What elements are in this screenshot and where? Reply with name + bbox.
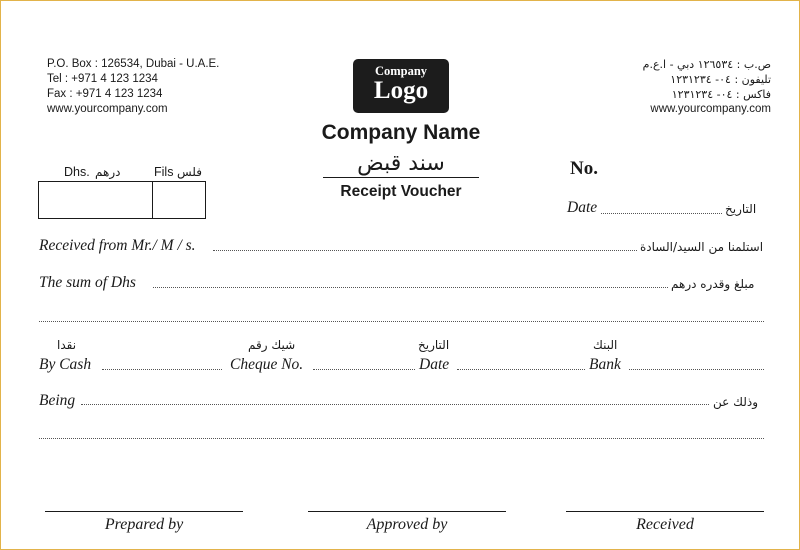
fax: Fax : +971 4 123 1234 (47, 88, 163, 100)
received-from-arabic-label: استلمنا من السيد/السادة (640, 240, 764, 254)
by-cash-field[interactable] (102, 369, 222, 370)
payment-date-label: Date (419, 356, 450, 373)
fils-label: Fils (154, 165, 174, 179)
voucher-number-label: No. (570, 158, 598, 179)
being-label: Being (39, 392, 76, 409)
received-signature-line[interactable] (566, 511, 764, 512)
date-arabic-label: التاريخ (725, 202, 757, 216)
payment-date-field[interactable] (457, 369, 585, 370)
payment-date-arabic-label: التاريخ (418, 338, 450, 352)
received-from-label: Received from Mr./ M / s. (39, 237, 196, 254)
amount-input-box[interactable] (38, 181, 206, 219)
telephone-arabic: تليفون : ٠٤- ١٢٣١٢٣٤ (670, 73, 771, 86)
date-field[interactable] (601, 213, 722, 214)
sum-of-field-continued[interactable] (39, 321, 764, 322)
cheque-number-field[interactable] (313, 369, 415, 370)
being-arabic-label: وذلك عن (713, 395, 759, 409)
bank-field[interactable] (629, 369, 764, 370)
dhs-arabic-label: درهم (95, 165, 121, 179)
sum-of-field[interactable] (153, 287, 668, 288)
cheque-number-label: Cheque No. (230, 356, 304, 373)
prepared-by-signature-line[interactable] (45, 511, 243, 512)
bank-arabic-label: البنك (593, 338, 618, 352)
sum-of-arabic-label: مبلغ وقدره درهم (671, 277, 755, 291)
po-box-arabic: ص.ب : ١٢٦٥٣٤ دبي - ا.ع.م (642, 58, 771, 71)
fils-arabic-label: فلس (177, 165, 203, 179)
date-label: Date (567, 199, 598, 216)
fax-arabic: فاكس : ٠٤- ١٢٣١٢٣٤ (671, 88, 771, 101)
contact-info-english (47, 57, 219, 117)
cheque-arabic-label: شيك رقم (248, 338, 296, 352)
po-box: P.O. Box : 126534, Dubai - U.A.E. (47, 58, 220, 70)
being-field-continued[interactable] (39, 438, 764, 439)
prepared-by-label: Prepared by (104, 516, 184, 533)
received-label: Received (636, 516, 694, 533)
title-english: Receipt Voucher (340, 183, 462, 200)
website-right: www.yourcompany.com (650, 103, 771, 115)
approved-by-signature-line[interactable] (308, 511, 506, 512)
amount-box-divider (152, 181, 153, 219)
website: www.yourcompany.com (47, 103, 168, 115)
by-cash-label: By Cash (39, 356, 92, 373)
logo-line-2: Logo (373, 77, 429, 104)
bank-label: Bank (589, 356, 621, 373)
telephone: Tel : +971 4 123 1234 (47, 73, 158, 85)
being-field[interactable] (81, 404, 709, 405)
title-arabic-underline (323, 177, 479, 178)
contact-info-arabic (643, 57, 771, 117)
received-from-field[interactable] (213, 250, 637, 251)
logo-line-1: Company (374, 64, 428, 78)
sum-of-label: The sum of Dhs (39, 274, 136, 291)
dhs-label: Dhs. (64, 165, 90, 179)
title-arabic: سند قبض (357, 151, 445, 176)
approved-by-label: Approved by (366, 516, 448, 533)
company-name: Company Name (321, 121, 481, 144)
company-logo (353, 59, 449, 113)
cash-arabic-label: نقدا (57, 338, 77, 352)
